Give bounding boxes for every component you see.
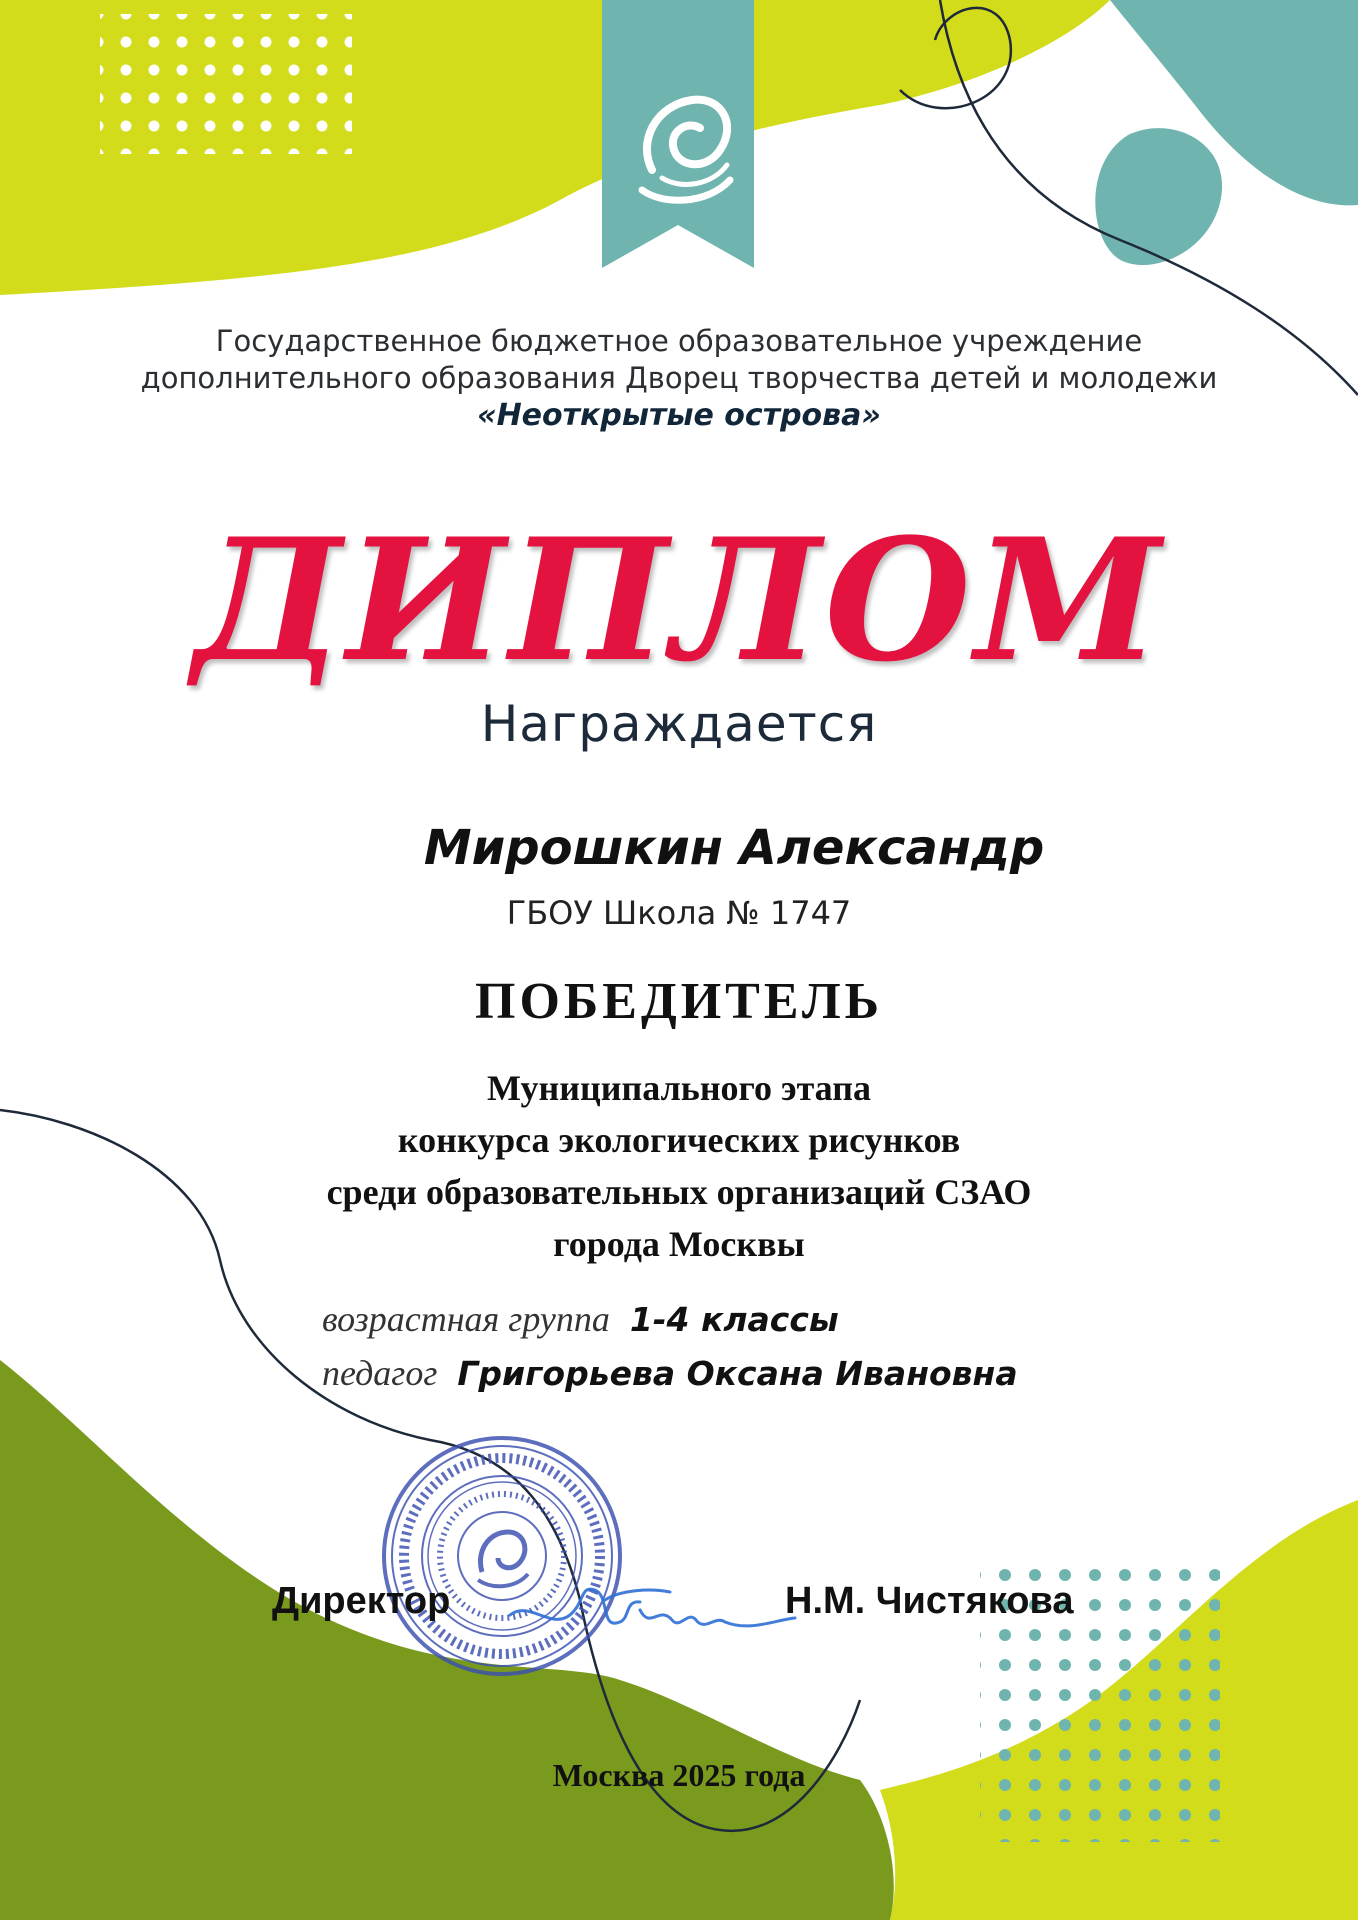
teacher-label: педагог: [322, 1353, 438, 1393]
award-description: [0, 1062, 1358, 1270]
age-group-label: возрастная группа: [322, 1299, 610, 1339]
organization-line-1: Государственное бюджетное образовательное учреждение: [215, 324, 1143, 358]
teacher-value: Григорьева Оксана Ивановна: [457, 1354, 1018, 1393]
signature: [500, 1560, 800, 1650]
description-line: Муниципального этапа: [487, 1068, 871, 1108]
award-status: ПОБЕДИТЕЛЬ: [475, 973, 883, 1030]
teal-blob-round: [1095, 128, 1222, 265]
age-group-row: [322, 1298, 839, 1340]
organization-line-2: дополнительного образования Дворец творчества детей и молодежи: [140, 361, 1218, 395]
logo-ribbon: [602, 0, 754, 268]
place-date: Москва 2025 года: [552, 1757, 806, 1793]
description-line: конкурса экологических рисунков: [397, 1120, 961, 1160]
diploma-title: ДИПЛОМ: [193, 501, 1165, 699]
director-label: Директор: [272, 1580, 451, 1622]
description-line: среди образовательных организаций СЗАО: [326, 1172, 1032, 1212]
dot-grid-top: [100, 14, 352, 154]
age-group-value: 1-4 классы: [629, 1300, 839, 1339]
recipient-school: ГБОУ Школа № 1747: [506, 894, 852, 932]
description-line: города Москвы: [553, 1224, 805, 1264]
director-name: Н.М. Чистякова: [785, 1580, 1074, 1622]
awarded-label: Награждается: [480, 695, 878, 753]
organization-name: «Неоткрытые острова»: [477, 398, 881, 433]
recipient-name: Мирошкин Александр: [423, 820, 1045, 876]
teacher-row: [322, 1352, 1018, 1394]
